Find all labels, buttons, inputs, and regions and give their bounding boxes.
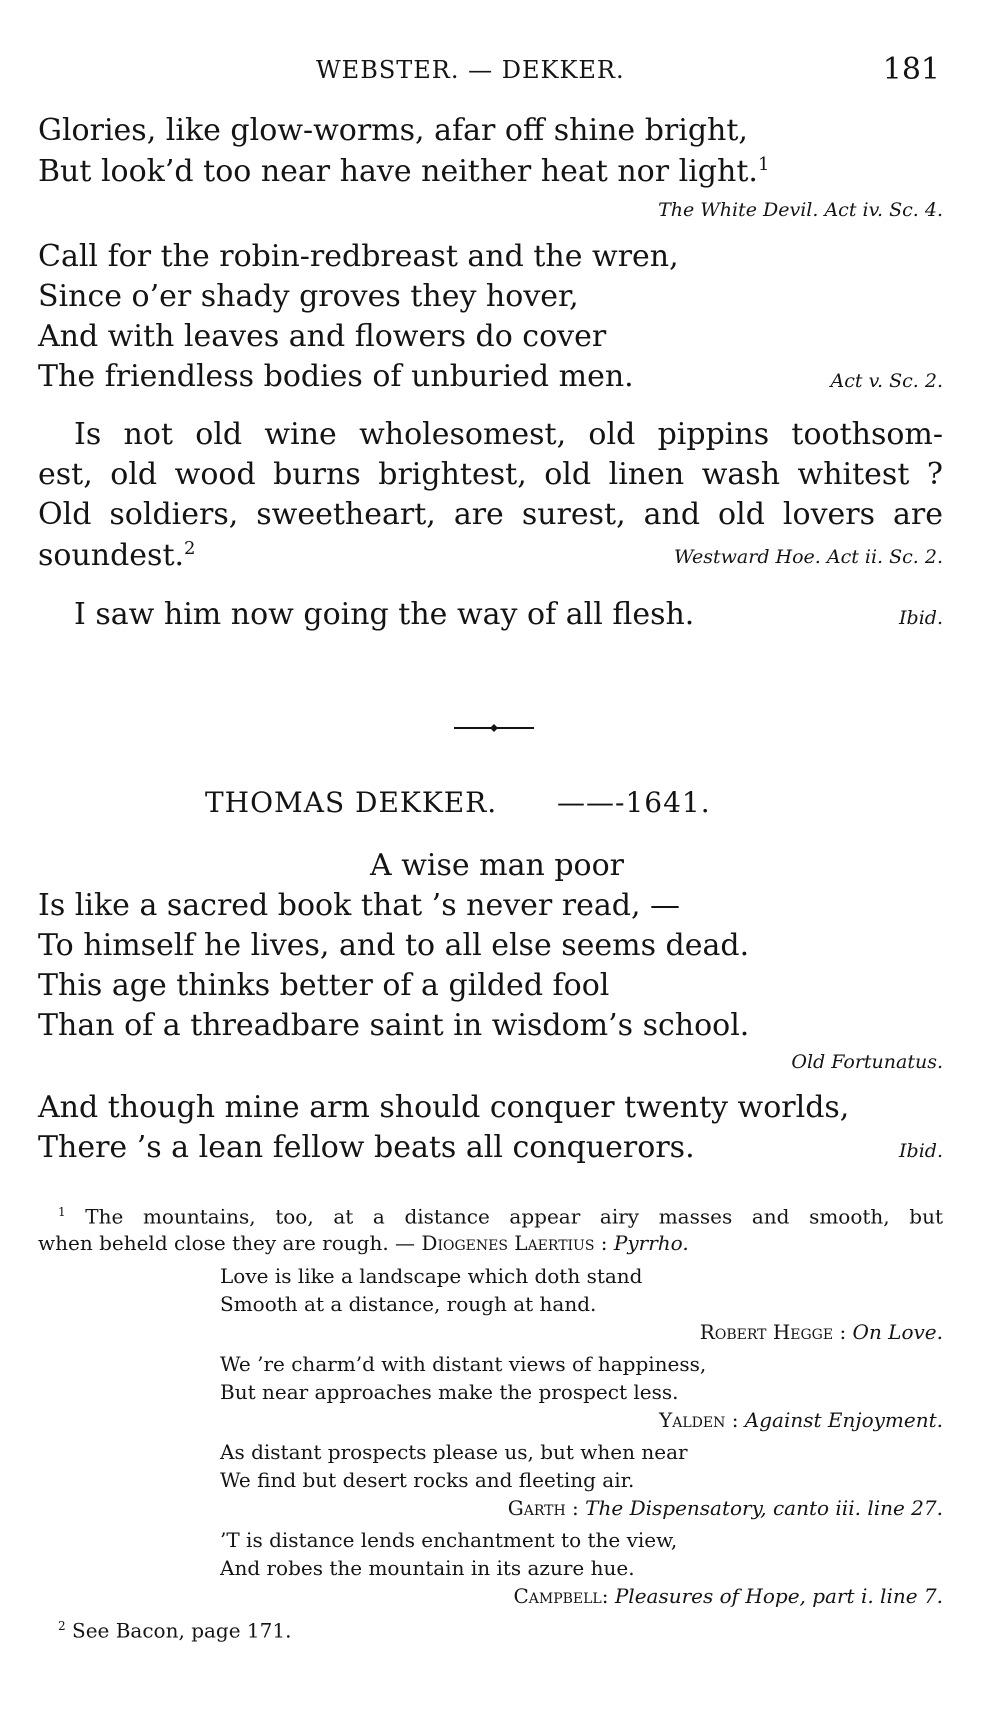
- quote-line: And with leaves and flowers do cover: [38, 319, 607, 354]
- quote-line: A wise man poor: [370, 848, 625, 883]
- running-header: [0, 52, 1000, 92]
- quote-line: And though mine arm should conquer twenty worlds,: [38, 1090, 850, 1125]
- quote-source: Old Fortunatus.: [791, 1051, 943, 1073]
- footnote-ref: 1: [757, 154, 770, 175]
- quote-source: Ibid.: [899, 1140, 943, 1162]
- quote-line: Glories, like glow-worms, afar off shine bright,: [38, 113, 748, 148]
- footnote-2: $^2$ See Bacon, page 171.: [58, 1618, 292, 1643]
- quote-source: Act v. Sc. 2.: [830, 370, 943, 392]
- author-name: THOMAS DEKKER.: [205, 786, 498, 819]
- quote-line: soundest.$^2$: [38, 538, 196, 573]
- author-heading: [205, 786, 711, 819]
- footnote-1-cont: when beheld close they are rough. — Diogenes Laertius : Pyrrho.: [38, 1231, 689, 1255]
- section-divider-ornament: [454, 724, 534, 732]
- footnote-citation: Campbell: Pleasures of Hope, part i. line 7.: [513, 1584, 943, 1608]
- quote-line: Old soldiers, sweetheart, are surest, and old lovers are: [38, 497, 943, 532]
- quote-line: Since o’er shady groves they hover,: [38, 279, 579, 314]
- footnote-verse-line: And robes the mountain in its azure hue.: [220, 1556, 635, 1580]
- quote-line: est, old wood burns brightest, old linen wash whitest ?: [38, 457, 943, 492]
- quote-source: Ibid.: [899, 607, 943, 629]
- footnote-marker: 1: [58, 1205, 66, 1219]
- citation-author: Diogenes Laertius: [421, 1231, 595, 1255]
- footnote-verse-line: We ’re charm’d with distant views of happiness,: [220, 1352, 707, 1376]
- quote-source: Westward Hoe. Act ii. Sc. 2.: [674, 546, 943, 568]
- quote-line: But look’d too near have neither heat nor light.$^1$: [38, 154, 770, 189]
- footnote-verse-line: Love is like a landscape which doth stand: [220, 1264, 643, 1288]
- quote-line: Is not old wine wholesomest, old pippins toothsom-: [74, 417, 943, 452]
- footnote-verse-line: We find but desert rocks and fleeting air.: [220, 1468, 635, 1492]
- quote-line: To himself he lives, and to all else seems dead.: [38, 928, 750, 963]
- footnote-citation: Garth : The Dispensatory, canto iii. line 27.: [507, 1496, 943, 1520]
- footnote-verse-line: But near approaches make the prospect less.: [220, 1380, 679, 1404]
- quote-line: Call for the robin-redbreast and the wren,: [38, 239, 679, 274]
- footnote-verse-line: ’T is distance lends enchantment to the view,: [220, 1528, 678, 1552]
- citation-work: Pyrrho.: [613, 1231, 689, 1255]
- footnote-verse-line: Smooth at a distance, rough at hand.: [220, 1292, 597, 1316]
- running-title: WEBSTER. — DEKKER.: [316, 56, 625, 84]
- page-number: 181: [882, 52, 940, 87]
- footnote-ref: 2: [184, 538, 196, 559]
- quote-line: Is like a sacred book that ’s never read, —: [38, 888, 681, 923]
- quote-line: There ’s a lean fellow beats all conquerors.: [38, 1130, 695, 1165]
- footnote-marker: 2: [58, 1619, 66, 1633]
- author-dates: ——-1641.: [556, 786, 711, 819]
- quote-line: I saw him now going the way of all flesh.: [74, 597, 695, 632]
- quote-line: Than of a threadbare saint in wisdom’s school.: [38, 1008, 750, 1043]
- footnote-citation: Yalden : Against Enjoyment.: [659, 1408, 943, 1432]
- footnote-verse-line: As distant prospects please us, but when near: [220, 1440, 688, 1464]
- quote-source: The White Devil. Act iv. Sc. 4.: [658, 199, 943, 221]
- footnote-citation: Robert Hegge : On Love.: [699, 1320, 943, 1344]
- quote-line: This age thinks better of a gilded fool: [38, 968, 610, 1003]
- quote-line: The friendless bodies of unburied men.: [38, 359, 634, 394]
- footnote-1: $^1$ The mountains, too, at a distance appear airy masses and smooth, but: [58, 1204, 944, 1229]
